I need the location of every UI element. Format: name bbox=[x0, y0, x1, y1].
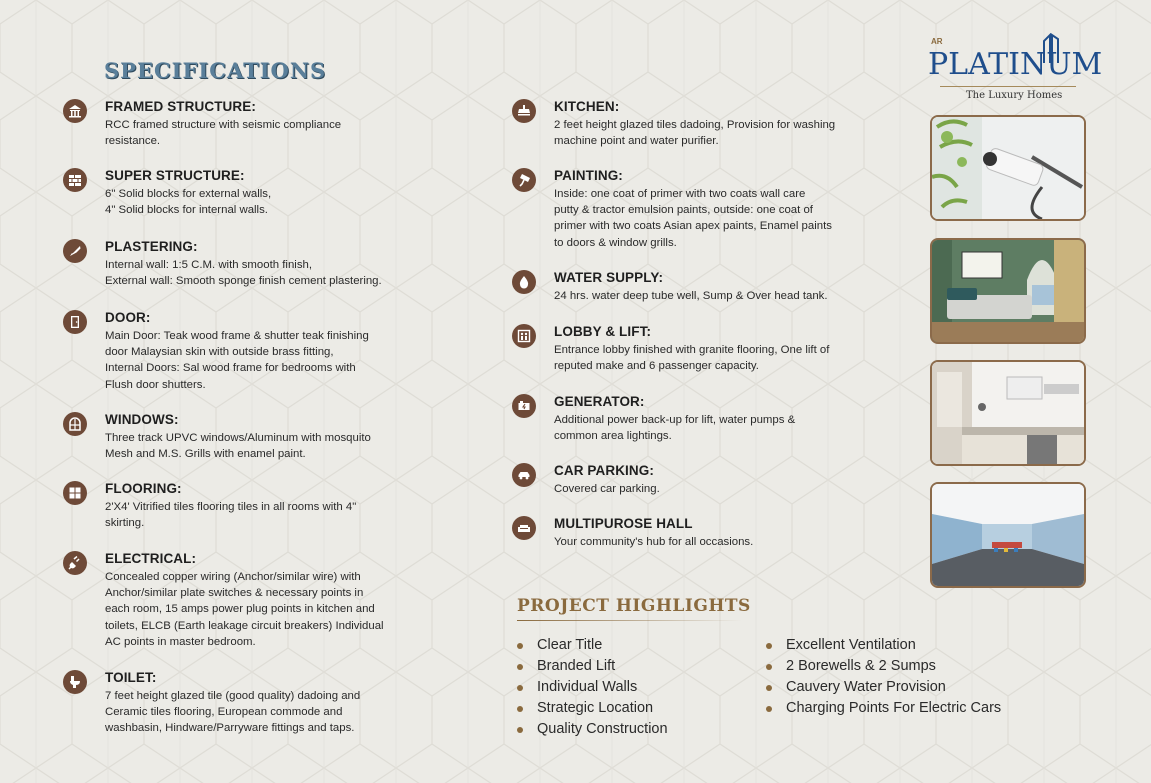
bricks-icon bbox=[63, 168, 87, 192]
car-icon bbox=[512, 463, 536, 487]
spec-title: PLASTERING: bbox=[105, 239, 198, 254]
spec-lobby-lift bbox=[554, 324, 884, 374]
spec-text: Concealed copper wiring (Anchor/similar wire) with Anchor/similar plate switches & necessary points in each room, 15 amps power plug points in kitchen and toilets, ELCB (Earth leakage circuit breakers) Individual AC points in master bedroom. bbox=[105, 571, 384, 648]
spec-generator bbox=[554, 394, 884, 444]
list-item: Individual Walls bbox=[517, 677, 668, 698]
highlights-list-right bbox=[766, 635, 1001, 719]
spec-title: GENERATOR: bbox=[554, 394, 645, 409]
spec-text: 7 feet height glazed tile (good quality) dadoing and Ceramic tiles flooring, European commode and washbasin, Hindware/Parryware fittings and taps. bbox=[105, 690, 361, 735]
logo-prefix: AR bbox=[931, 37, 943, 46]
spec-title: FLOORING: bbox=[105, 481, 182, 496]
spec-title: TOILET: bbox=[105, 670, 157, 685]
spec-text: 2'X4' Vitrified tiles flooring tiles in all rooms with 4" skirting. bbox=[105, 501, 357, 530]
spec-flooring bbox=[105, 481, 435, 531]
spec-water-supply bbox=[554, 270, 884, 304]
toilet-icon bbox=[63, 670, 87, 694]
highlights-title: PROJECT HIGHLIGHTS bbox=[517, 596, 751, 616]
spec-title: PAINTING: bbox=[554, 168, 623, 183]
spec-painting bbox=[554, 168, 884, 251]
arched-window-icon bbox=[63, 412, 87, 436]
list-item: 2 Borewells & 2 Sumps bbox=[766, 656, 1001, 677]
plug-icon bbox=[63, 551, 87, 575]
elevator-icon bbox=[512, 324, 536, 348]
spec-text: Three track UPVC windows/Aluminum with mosquito Mesh and M.S. Grills with enamel paint. bbox=[105, 432, 371, 461]
list-item: Strategic Location bbox=[517, 698, 668, 719]
list-item: Cauvery Water Provision bbox=[766, 677, 1001, 698]
spec-text: 24 hrs. water deep tube well, Sump & Over head tank. bbox=[554, 290, 828, 302]
cctv-camera-photo bbox=[930, 115, 1086, 221]
trowel-icon bbox=[63, 239, 87, 263]
water-drop-icon bbox=[512, 270, 536, 294]
tiles-icon bbox=[63, 481, 87, 505]
list-item: Branded Lift bbox=[517, 656, 668, 677]
spec-title: WATER SUPPLY: bbox=[554, 270, 664, 285]
spec-title: DOOR: bbox=[105, 310, 151, 325]
spec-kitchen bbox=[554, 99, 884, 149]
spec-title: FRAMED STRUCTURE: bbox=[105, 99, 256, 114]
spec-title: ELECTRICAL: bbox=[105, 551, 197, 566]
spec-title: WINDOWS: bbox=[105, 412, 179, 427]
spec-text: Entrance lobby finished with granite flooring, One lift of reputed make and 6 passenger capacity. bbox=[554, 344, 830, 373]
tower-icon bbox=[1040, 33, 1062, 63]
list-item: Charging Points For Electric Cars bbox=[766, 698, 1001, 719]
generator-icon bbox=[512, 394, 536, 418]
spec-multipurpose-hall bbox=[554, 516, 884, 550]
spec-text: Main Door: Teak wood frame & shutter teak finishing door Malaysian skin with outside brass fitting, Internal Doors: Sal wood frame for bedrooms with Flush door shutters. bbox=[105, 330, 369, 391]
spec-text: Additional power back-up for lift, water pumps & common area lightings. bbox=[554, 414, 796, 443]
paint-roller-icon bbox=[512, 168, 536, 192]
spec-title: LOBBY & LIFT: bbox=[554, 324, 652, 339]
spec-text: 2 feet height glazed tiles dadoing, Provision for washing machine point and water purifier. bbox=[554, 119, 836, 148]
spec-title: KITCHEN: bbox=[554, 99, 620, 114]
pillars-icon bbox=[63, 99, 87, 123]
spec-door bbox=[105, 310, 435, 393]
spec-text: 6" Solid blocks for external walls, 4" Solid blocks for internal walls. bbox=[105, 188, 272, 217]
bedroom-photo bbox=[930, 238, 1086, 344]
spec-super-structure bbox=[105, 168, 435, 218]
spec-toilet bbox=[105, 670, 435, 737]
spec-car-parking bbox=[554, 463, 884, 497]
list-item: Excellent Ventilation bbox=[766, 635, 1001, 656]
spec-text: Internal wall: 1:5 C.M. with smooth finish, External wall: Smooth sponge finish cement plastering. bbox=[105, 259, 382, 288]
spec-text: Your community's hub for all occasions. bbox=[554, 536, 754, 548]
spec-title: SUPER STRUCTURE: bbox=[105, 168, 245, 183]
kitchen-hood-icon bbox=[512, 99, 536, 123]
spec-plastering bbox=[105, 239, 435, 289]
spec-text: Inside: one coat of primer with two coats wall care putty & tractor emulsion paints, outside: one coat of primer with two coats Asian apex paints, Enamel paints to doors & window grills. bbox=[554, 188, 832, 249]
spec-framed-structure bbox=[105, 99, 435, 149]
spec-text: RCC framed structure with seismic compliance resistance. bbox=[105, 119, 342, 148]
logo-name: PLATINUM bbox=[928, 47, 1103, 82]
highlights-underline bbox=[517, 620, 742, 621]
kitchen-photo bbox=[930, 360, 1086, 466]
spec-text: Covered car parking. bbox=[554, 483, 660, 495]
hall-photo bbox=[930, 482, 1086, 588]
list-item: Quality Construction bbox=[517, 719, 668, 740]
spec-windows bbox=[105, 412, 435, 462]
brand-logo bbox=[926, 33, 1103, 103]
logo-tagline: The Luxury Homes bbox=[966, 90, 1063, 101]
spec-title: MULTIPUROSE HALL bbox=[554, 516, 693, 531]
list-item: Clear Title bbox=[517, 635, 668, 656]
sofa-icon bbox=[512, 516, 536, 540]
logo-divider bbox=[940, 86, 1076, 87]
spec-title: CAR PARKING: bbox=[554, 463, 654, 478]
specifications-title: SPECIFICATIONS bbox=[104, 58, 327, 83]
spec-electrical bbox=[105, 551, 415, 650]
door-icon bbox=[63, 310, 87, 334]
highlights-list-left bbox=[517, 635, 668, 740]
